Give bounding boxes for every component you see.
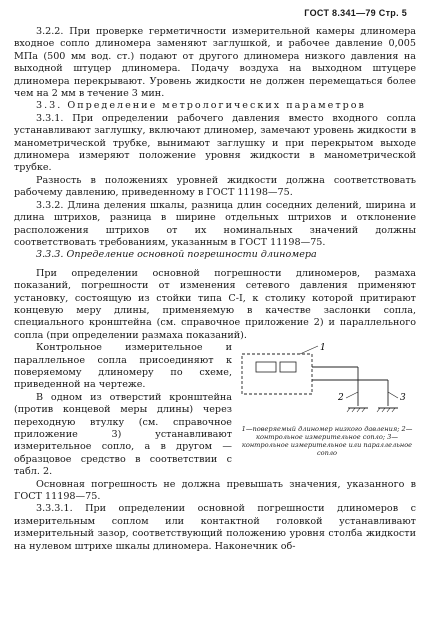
label-1: 1 [320,343,326,354]
gauge-chamber-2 [280,362,296,372]
section-heading-333: 3.3.3. Определение основной погрешности длиномера [36,249,317,261]
gauge-body [242,354,312,394]
paragraph-3331: 3.3.3.1. При определении основной погрешности длиномеров с измерительным соплом или контактной головкой устанавливают измерительный зазор, соответствующий положению уровня столба жидкости на нулевом штрихе шкалы длиномера. Наконечник об- [14,503,416,552]
paragraph-bracket: В одном из отверстий кронштейна (против концевой меры длины) через переходную втулку (см. справочное приложение 3) устанавливают измерительное сопло, а в другом — образцовое средство в соответствии с табл. 2. [14,391,232,478]
page-header: ГОСТ 8.341—79 Стр. 5 [304,8,407,18]
label-2: 2 [338,393,344,404]
schematic-drawing [238,342,416,418]
gauge-chamber [256,362,276,372]
paragraph-nozzles: Контрольное измерительное и параллельное сопла присоединяют к поверяемому длиномеру по схеме, приведенной на чертеже. [14,342,232,391]
paragraph-error-limit: Основная погрешность не должна превышать значения, указанного в ГОСТ 11198—75. [14,478,416,503]
label-3: 3 [400,393,406,404]
paragraph-332: 3.3.2. Длина деления шкалы, разница длин соседних делений, ширина и длина штрихов, разница в ширине отдельных штрихов и отклонение расположения штрихов от их номинальных значений должны соответствовать требованиям, указанным в ГОСТ 11198—75. [14,199,416,248]
paragraph-333-intro: При определении основной погрешности длиномеров, размаха показаний, погрешности от изменения сетевого давления применяют установку, состоящую из стойки типа С-I, к столику которой притирают концевую меру длины, применяемую в качестве заслонки сопла, специального кронштейна (см. справочное приложение 2) и параллельного сопла (при определении размаха показаний). [14,267,416,341]
paragraph-pressure-diff: Разность в положениях уровней жидкости должна соответствовать рабочему давлению, приведенному в ГОСТ 11198—75. [14,174,416,199]
paragraph-331: 3.3.1. При определении рабочего давления вместо входного сопла устанавливают заглушку, включают длиномер, замечают уровень жидкости в манометрической трубке, вынимают заглушку и при перекрытом выходе длиномера измеряют положение уровня жидкости в манометрической трубке. [14,112,416,174]
section-heading-33: 3.3. Определение метрологических параметров [36,100,366,112]
schematic-figure [238,342,416,456]
document-body [14,26,416,553]
figure-caption: 1—поверяемый длиномер низкого давления; 2—контрольное измерительное сопло; 3—контрольное измерительное или параллельное сопло [241,424,413,457]
paragraph-322: 3.2.2. При проверке герметичности измерительной камеры длиномера входное сопло длиномера заменяют заглушкой, и рабочее давление 0,005 МПа (500 мм вод. ст.) подают от другого длиномера низкого давления на выходной штуцер длиномера. Подачу воздуха на выходном штуцере длиномера перекрывают. Уровень жидкости не должен перемещаться более чем на 2 мм в течение 3 мин. [14,26,416,100]
figure-wrap [14,342,416,478]
